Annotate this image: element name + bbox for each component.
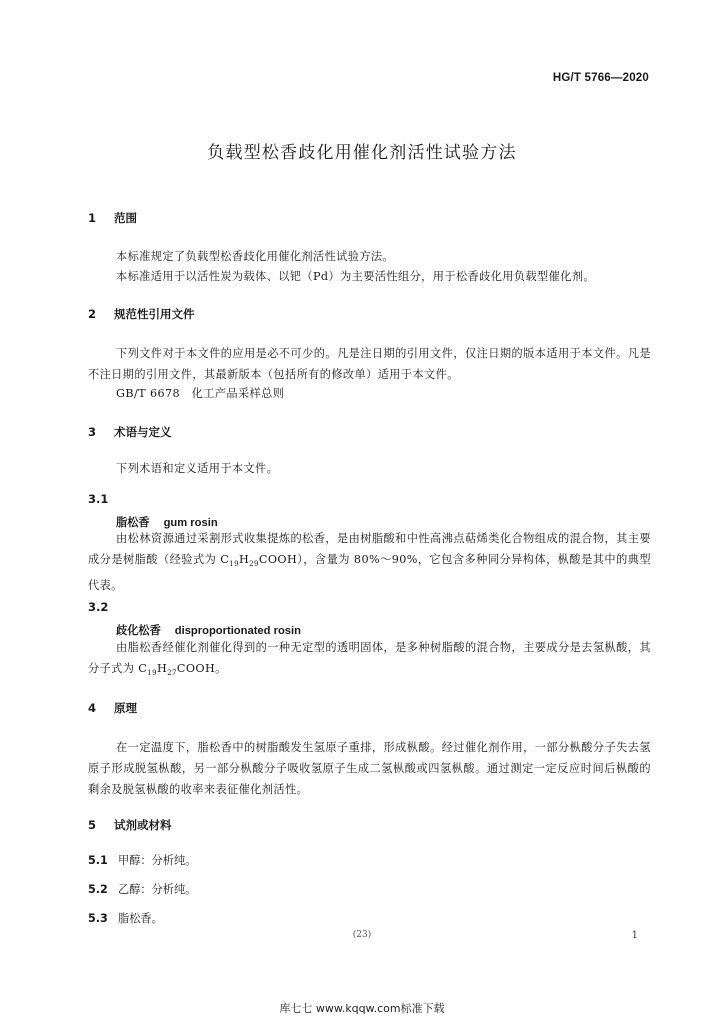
subscript: 29	[249, 560, 259, 569]
term-chinese: 歧化松香	[116, 624, 161, 637]
term-3-2-number: 3.2	[88, 600, 109, 614]
list-item	[88, 852, 196, 868]
list-item	[88, 910, 163, 926]
definition-text: 由松林资源通过采割形式收集提炼的松香，是由树脂酸和中性高沸点萜烯类化合物组成的混合物，其主要成分是树脂酸（经验式为 C	[88, 532, 651, 566]
subscript: 19	[147, 669, 157, 678]
list-item	[88, 881, 196, 897]
standard-number: HG/T 5766—2020	[552, 72, 649, 84]
item-number: 5.2	[88, 883, 108, 896]
term-english: gum rosin	[163, 517, 218, 529]
section-2-para-1	[88, 343, 651, 385]
section-4-heading	[88, 700, 137, 716]
term-chinese: 脂松香	[116, 516, 150, 529]
normative-reference: GB/T 6678 化工产品采样总则	[116, 387, 285, 400]
document-title: 负载型松香歧化用催化剂活性试验方法	[207, 143, 517, 163]
term-3-1-definition	[88, 528, 651, 596]
section-1-para-1: 本标准规定了负载型松香歧化用催化剂活性试验方法。	[116, 250, 395, 263]
section-number: 2	[88, 307, 97, 321]
section-title: 术语与定义	[114, 425, 172, 439]
download-site-footer: 库七七 www.kqqw.com标准下载	[279, 1002, 445, 1015]
term-3-2-definition	[88, 637, 651, 684]
definition-text: H	[238, 553, 250, 566]
definition-text: H	[157, 662, 168, 675]
section-3-heading	[88, 424, 172, 440]
page-number-right: 1	[631, 930, 638, 941]
section-title: 原理	[114, 701, 137, 715]
section-title: 规范性引用文件	[114, 307, 195, 321]
term-english: disproportionated rosin	[174, 625, 301, 637]
subscript: 27	[167, 669, 177, 678]
item-number: 5.3	[88, 912, 108, 925]
item-text: 脂松香。	[118, 912, 163, 925]
section-2-heading	[88, 306, 195, 322]
section-1-heading	[88, 210, 137, 226]
definition-text: COOH。	[176, 662, 227, 675]
paragraph-text: 在一定温度下，脂松香中的树脂酸发生氢原子重排，形成枞酸。经过催化剂作用，一部分枞酸分子失去氢原子形成脱氢枞酸，另一部分枞酸分子吸收氢原子生成二氢枞酸或四氢枞酸。通过测定一定反应时间后枞酸的剩余及脱氢枞酸的收率来表征催化剂活性。	[88, 741, 651, 796]
section-number: 3	[88, 425, 97, 439]
section-1-para-2: 本标准适用于以活性炭为载体、以钯（Pd）为主要活性组分，用于松香歧化用负载型催化剂。	[116, 270, 595, 283]
section-number: 1	[88, 211, 97, 225]
section-4-para-1	[88, 737, 651, 800]
section-5-heading	[88, 817, 172, 833]
item-text: 甲醇：分析纯。	[118, 854, 197, 867]
section-title: 试剂或材料	[114, 818, 172, 832]
section-number: 4	[88, 701, 97, 715]
definition-text: COOH），含量为 80%～90%，它包含多种同分异构体，枞酸是其中的典型代表。	[88, 553, 651, 593]
page-number-center: (23)	[352, 930, 372, 940]
section-title: 范围	[114, 211, 137, 225]
section-number: 5	[88, 818, 97, 832]
term-3-1-number: 3.1	[88, 492, 109, 506]
item-text: 乙醇：分析纯。	[118, 883, 197, 896]
section-3-para-1: 下列术语和定义适用于本文件。	[116, 462, 279, 475]
term-3-2-name	[116, 622, 301, 638]
subscript: 19	[229, 560, 239, 569]
definition-text: 由脂松香经催化剂催化得到的一种无定型的透明固体，是多种树脂酸的混合物，主要成分是去氢枞酸，其分子式为 C	[88, 641, 651, 675]
paragraph-text: 下列文件对于本文件的应用是必不可少的。凡是注日期的引用文件，仅注日期的版本适用于本文件。凡是不注日期的引用文件，其最新版本（包括所有的修改单）适用于本文件。	[88, 347, 651, 381]
item-number: 5.1	[88, 854, 108, 867]
